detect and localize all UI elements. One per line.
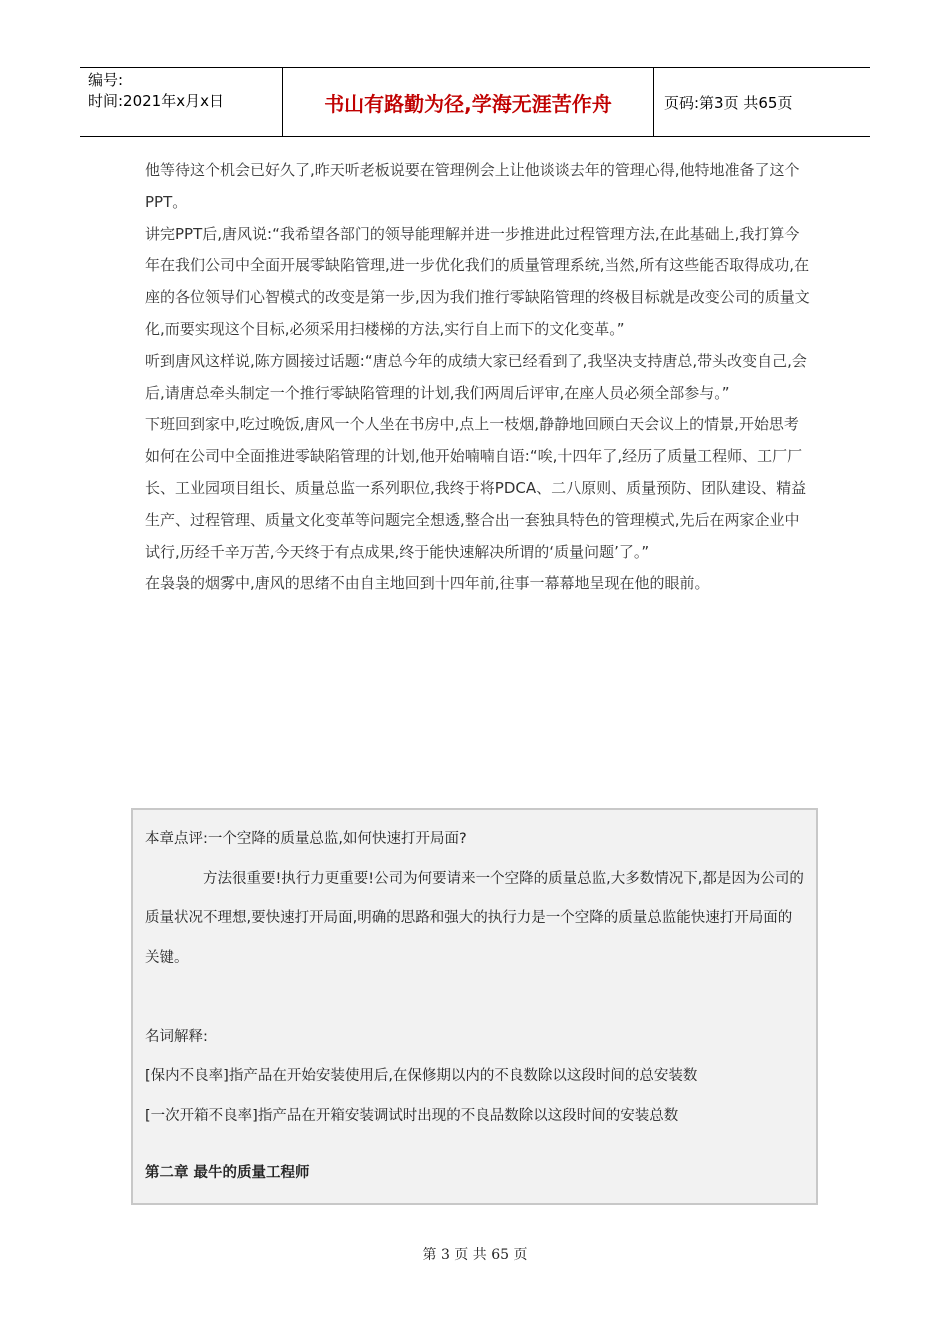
review-title: 本章点评:一个空降的质量总监,如何快速打开局面?: [145, 831, 467, 847]
spacer: [145, 1136, 804, 1154]
page-header: [80, 67, 870, 137]
paragraph: 在袅袅的烟雾中,唐风的思绪不由自主地回到十四年前,往事一幕幕地呈现在他的眼前。: [145, 574, 710, 593]
main-text: [145, 155, 810, 600]
paragraph: 他等待这个机会已好久了,昨天听老板说要在管理例会上让他谈谈去年的管理心得,他特地准备了这个PPT。: [145, 161, 800, 211]
header-motto: 书山有路勤为径,学海无涯苦作舟: [282, 68, 654, 136]
glossary-title: 名词解释:: [145, 1028, 208, 1045]
header-page-label: 页码:第3页 共65页: [664, 93, 793, 112]
paragraph: 讲完PPT后,唐风说:“我希望各部门的领导能理解并进一步推进此过程管理方法,在此基础上,我打算今年在我们公司中全面开展零缺陷管理,进一步优化我们的质量管理系统,当然,所有这些能否取得成功,在座的各位领导们心智模式的改变是第一步,因为我们推行零缺陷管理的终极目标就是改变公司的质量文化,而要实现这个目标,必须采用扫楼梯的方法,实行自上而下的文化变革。”: [145, 224, 810, 338]
header-number-label: 编号:: [88, 71, 124, 89]
header-time-label: 时间:2021年x月x日: [88, 92, 224, 110]
header-left-cell: [80, 68, 282, 136]
chapter-review-box: [131, 808, 818, 1205]
glossary-term: [保内不良率]指产品在开始安装使用后,在保修期以内的不良数除以这段时间的总安装数: [145, 1068, 698, 1084]
review-text: 方法很重要!执行力更重要!公司为何要请来一个空降的质量总监,大多数情况下,都是因为公司的质量状况不理想,要快速打开局面,明确的思路和强大的执行力是一个空降的质量总监能快速打开局面的关键。: [145, 870, 804, 966]
spacer: [145, 978, 804, 1018]
paragraph: 下班回到家中,吃过晚饭,唐风一个人坐在书房中,点上一枝烟,静静地回顾白天会议上的情景,开始思考如何在公司中全面推进零缺陷管理的计划,他开始喃喃自语:“唉,十四年了,经历了质量工程师、工厂厂长、工业园项目组长、质量总监一系列职位,我终于将PDCA、二八原则、质量预防、团队建设、精益生产、过程管理、质量文化变革等问题完全想透,整合出一套独具特色的管理模式,先后在两家企业中试行,历经千辛万苦,今天终于有点成果,终于能快速解决所谓的‘质量问题’了。”: [145, 415, 807, 561]
glossary-term: [一次开箱不良率]指产品在开箱安装调试时出现的不良品数除以这段时间的安装总数: [145, 1107, 679, 1124]
chapter-title: 第二章 最牛的质量工程师: [145, 1165, 310, 1181]
page-footer: 第 3 页 共 65 页: [422, 1247, 528, 1263]
paragraph: 听到唐风这样说,陈方圆接过话题:“唐总今年的成绩大家已经看到了,我坚决支持唐总,带头改变自己,会后,请唐总牵头制定一个推行零缺陷管理的计划,我们两周后评审,在座人员必须全部参与。”: [145, 351, 807, 402]
